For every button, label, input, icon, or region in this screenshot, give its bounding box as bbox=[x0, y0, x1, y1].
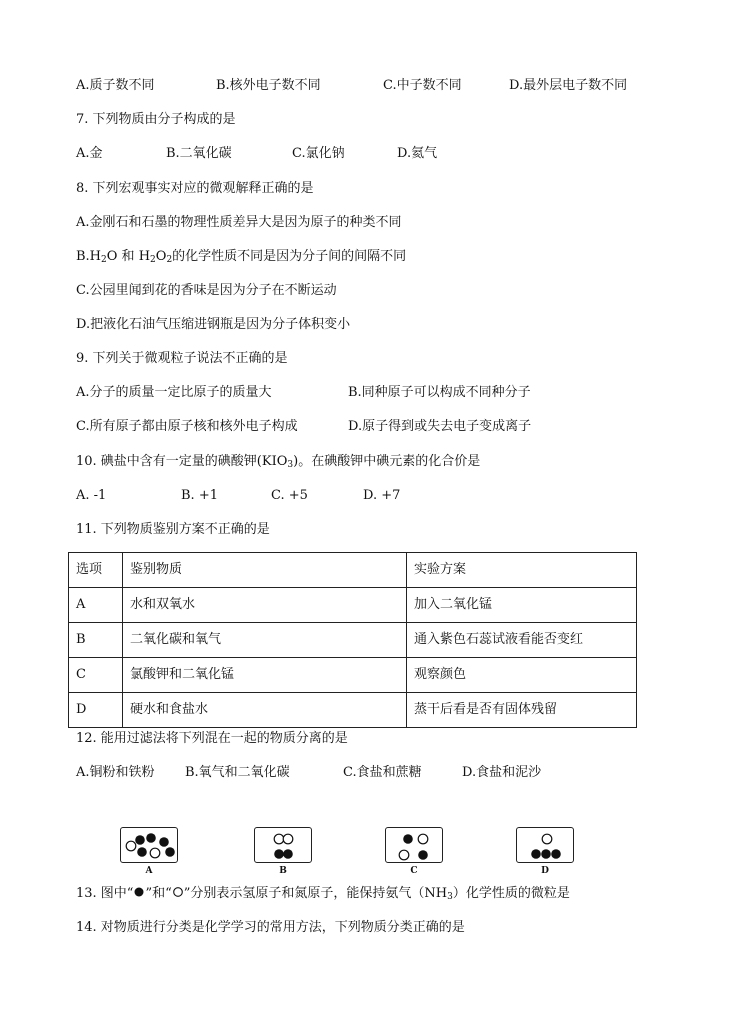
q9-stem: 9. 下列关于微观粒子说法不正确的是 bbox=[76, 351, 288, 366]
q11-table bbox=[68, 552, 637, 728]
table-cell: 二氧化碳和氧气 bbox=[123, 623, 407, 658]
q8-stem: 8. 下列宏观事实对应的微观解释正确的是 bbox=[76, 181, 314, 196]
q10-option-d: D. +7 bbox=[363, 488, 401, 503]
molecule-b-image bbox=[255, 828, 313, 864]
table-cell: C bbox=[69, 658, 123, 693]
q9-option-a: A.分子的质量一定比原子的质量大 bbox=[76, 385, 272, 400]
table-row bbox=[69, 623, 637, 658]
molecule-box bbox=[516, 827, 574, 863]
table-header-row bbox=[69, 553, 637, 588]
q9-option-d: D.原子得到或失去电子变成离子 bbox=[348, 419, 532, 434]
table-row bbox=[69, 693, 637, 728]
table-header-cell: 选项 bbox=[69, 553, 123, 588]
q6-option-d: D.最外层电子数不同 bbox=[509, 78, 628, 93]
table-cell: 观察颜色 bbox=[407, 658, 637, 693]
q6-option-c: C.中子数不同 bbox=[383, 78, 462, 93]
hollow-circle-icon bbox=[172, 886, 184, 898]
q7-option-b: B.二氧化碳 bbox=[166, 146, 232, 161]
q14-stem: 14. 对物质进行分类是化学学习的常用方法，下列物质分类正确的是 bbox=[76, 920, 465, 935]
diagram-label: D bbox=[541, 866, 549, 876]
q12-stem: 12. 能用过滤法将下列混在一起的物质分离的是 bbox=[76, 731, 348, 746]
table-cell: 氯酸钾和二氧化锰 bbox=[123, 658, 407, 693]
table-cell: D bbox=[69, 693, 123, 728]
q10-option-b: B. +1 bbox=[181, 488, 218, 503]
q12-option-a: A.铜粉和铁粉 bbox=[76, 765, 155, 780]
q8-option-d: D.把液化石油气压缩进钢瓶是因为分子体积变小 bbox=[76, 317, 351, 332]
table-header-cell: 实验方案 bbox=[407, 553, 637, 588]
q7-stem: 7. 下列物质由分子构成的是 bbox=[76, 112, 236, 127]
q12-option-c: C.食盐和蔗糖 bbox=[343, 765, 422, 780]
diagram-label: A bbox=[145, 866, 153, 876]
filled-circle-icon bbox=[133, 886, 145, 898]
q9-option-b: B.同种原子可以构成不同种分子 bbox=[348, 385, 531, 400]
q13-stem: 13. 图中“ ”和“ ”分别表示氢原子和氮原子，能保持氨气$(NH_3)$化学性质的微粒是 bbox=[76, 886, 570, 902]
table-row bbox=[69, 588, 637, 623]
q6-option-a: A.质子数不同 bbox=[76, 78, 155, 93]
q10-option-a: A. -1 bbox=[76, 488, 107, 503]
table-header-cell: 鉴别物质 bbox=[123, 553, 407, 588]
molecule-d-image bbox=[517, 828, 575, 864]
table-row bbox=[69, 658, 637, 693]
q12-option-d: D.食盐和泥沙 bbox=[462, 765, 542, 780]
q11-stem: 11. 下列物质鉴别方案不正确的是 bbox=[76, 522, 270, 537]
q7-option-a: A.金 bbox=[76, 146, 103, 161]
table-cell: 蒸干后看是否有固体残留 bbox=[407, 693, 637, 728]
molecule-box bbox=[385, 827, 443, 863]
q7-option-c: C.氯化钠 bbox=[292, 146, 345, 161]
molecule-box bbox=[254, 827, 312, 863]
diagram-label: B bbox=[279, 866, 287, 876]
q9-option-c: C.所有原子都由原子核和核外电子构成 bbox=[76, 419, 298, 434]
q8-option-a: A.金刚石和石墨的物理性质差异大是因为原子的种类不同 bbox=[76, 215, 402, 230]
molecule-c-image bbox=[386, 828, 444, 864]
molecule-a-image bbox=[121, 828, 179, 864]
table-cell: B bbox=[69, 623, 123, 658]
table-cell: 加入二氧化锰 bbox=[407, 588, 637, 623]
q10-option-c: C. +5 bbox=[271, 488, 308, 503]
table-cell: 通入紫色石蕊试液看能否变红 bbox=[407, 623, 637, 658]
table-cell: 硬水和食盐水 bbox=[123, 693, 407, 728]
q10-stem: 10. 碘盐中含有一定量的碘酸钾$(KIO_3)$。在碘酸钾中碘元素的化合价是 bbox=[76, 454, 481, 470]
table-cell: 水和双氧水 bbox=[123, 588, 407, 623]
q12-option-b: B.氧气和二氧化碳 bbox=[185, 765, 290, 780]
molecule-box bbox=[120, 827, 178, 863]
q8-option-b: $B.H_2O$ 和 $H_2O_2$的化学性质不同是因为分子间的间隔不同 bbox=[76, 249, 407, 265]
table-cell: A bbox=[69, 588, 123, 623]
q6-option-b: B.核外电子数不同 bbox=[216, 78, 321, 93]
diagram-label: C bbox=[410, 866, 418, 876]
q7-option-d: D.氦气 bbox=[397, 146, 438, 161]
q8-option-c: C.公园里闻到花的香味是因为分子在不断运动 bbox=[76, 283, 337, 298]
